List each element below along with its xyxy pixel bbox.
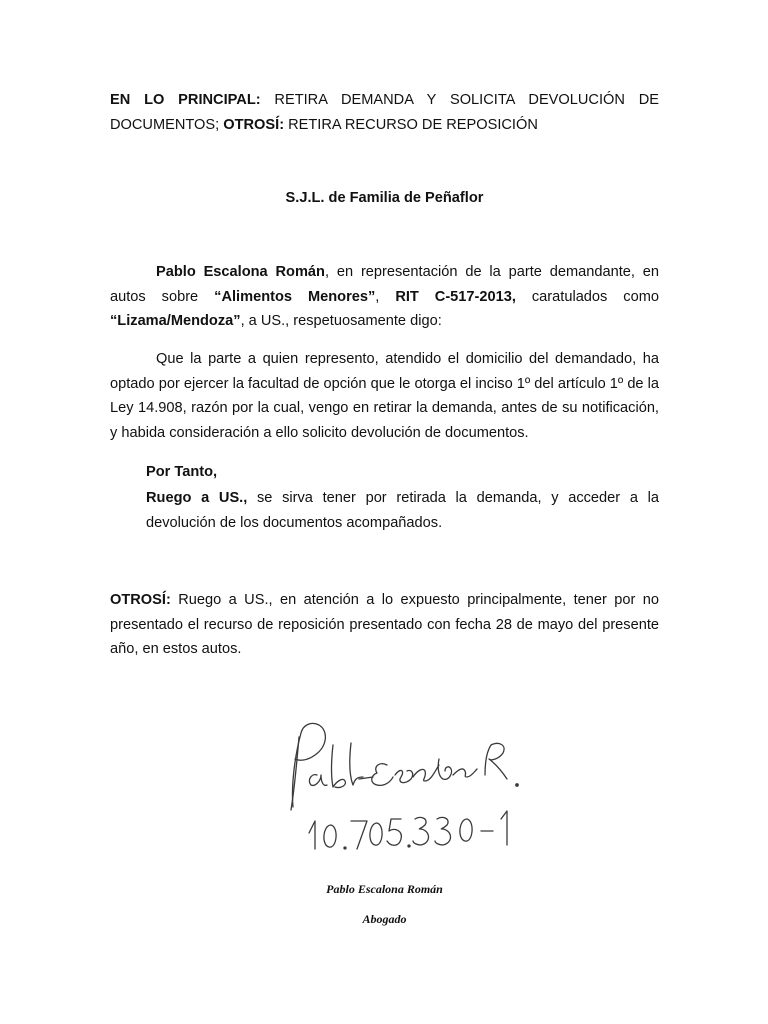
body-paragraph: Que la parte a quien represento, atendido el domicilio del demandado, ha optado por ejercer la facultad de opción que le otorga el inciso 1º del artículo 1º de la Ley 14.908, razón por la cual, vengo en retirar la demanda, antes de su notificación, y habida consideración a ello solicito devolución de documentos. xyxy=(110,351,659,441)
intro-text-3: , a US., respetuosamente digo: xyxy=(240,313,442,329)
case-rit: RIT C-517-2013, xyxy=(395,288,516,305)
otrosi-paragraph xyxy=(110,588,659,662)
case-caption: “Lizama/Mendoza” xyxy=(110,313,241,329)
attorney-name: Pablo Escalona Román xyxy=(156,264,325,280)
intro-text-2: caratulados como xyxy=(515,288,659,305)
ruego-paragraph xyxy=(146,486,659,535)
handwritten-signature xyxy=(255,715,535,865)
por-tanto-heading: Por Tanto, xyxy=(146,464,218,480)
intro-text-1: , en representación de la parte demandante, en autos sobre xyxy=(110,264,659,305)
principal-text: RETIRA DEMANDA Y SOLICITA DEVOLUCIÓN DE DOCUMENTOS; xyxy=(110,92,659,133)
case-matter: “Alimentos Menores” xyxy=(214,288,376,305)
signer-printed-name: Pablo Escalona Román xyxy=(326,882,443,896)
ruego-text: se sirva tener por retirada la demanda, y acceder a la devolución de los documentos acompañados. xyxy=(146,490,659,531)
document-heading xyxy=(110,88,659,137)
ruego-label: Ruego a US., xyxy=(146,490,248,506)
court-addressee: S.J.L. de Familia de Peñaflor xyxy=(285,190,484,206)
intro-separator: , xyxy=(375,288,396,305)
signer-title: Abogado xyxy=(362,912,407,926)
heading-otrosi-text: RETIRA RECURSO DE REPOSICIÓN xyxy=(284,116,538,133)
otrosi-label: OTROSÍ: xyxy=(110,592,171,608)
intro-paragraph xyxy=(110,260,659,334)
heading-otrosi-label: OTROSÍ: xyxy=(223,116,285,133)
otrosi-text: Ruego a US., en atención a lo expuesto principalmente, tener por no presentado el recurso de reposición presentado con fecha 28 de mayo del presente año, en estos autos. xyxy=(110,592,659,657)
principal-label: EN LO PRINCIPAL: xyxy=(110,92,261,108)
